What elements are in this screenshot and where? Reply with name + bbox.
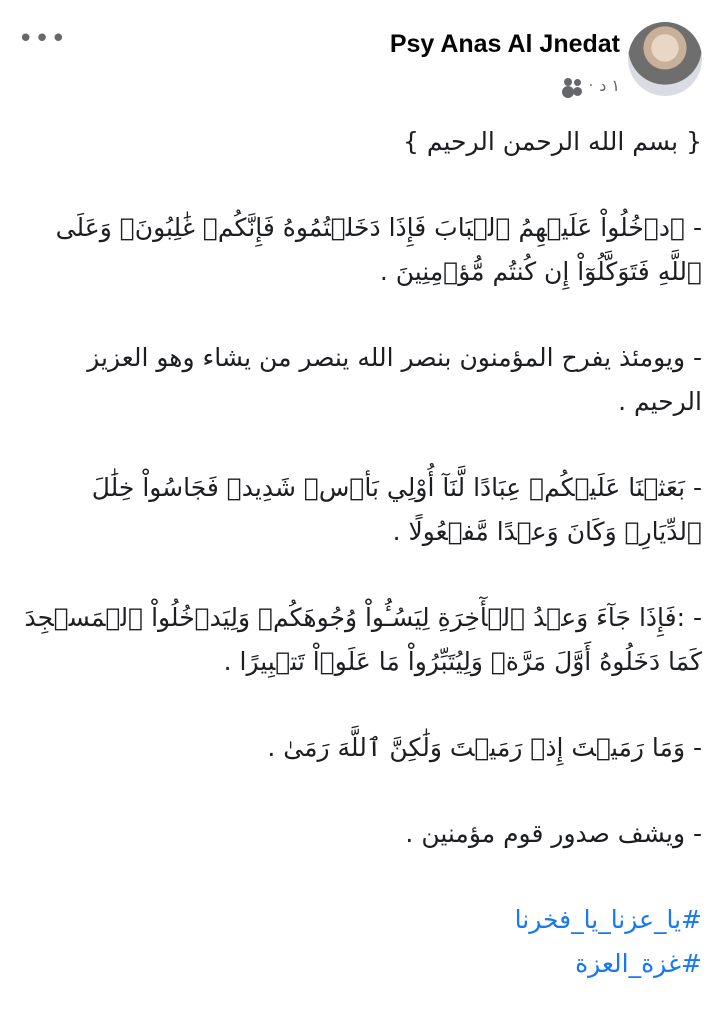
hashtag-link[interactable]: #غزة_العزة xyxy=(575,949,702,978)
post-paragraph: - ويشف صدور قوم مؤمنين . xyxy=(405,819,702,848)
more-options-icon[interactable]: ••• xyxy=(18,24,68,54)
friends-icon[interactable] xyxy=(561,78,583,94)
post-paragraph: - بَعَثۡنَا عَلَيۡكُمۡ عِبَادًا لَّنَآ أُوْلِي بَأۡسٖ شَدِيدٖ فَجَاسُواْ خِلَٰلَ ٱلدِّيَارِۚ وَكَانَ وَعۡدًا مَّفۡعُولًا . xyxy=(91,473,702,546)
post-paragraph: - ويومئذ يفرح المؤمنون بنصر الله ينصر من يشاء وهو العزيز الرحيم . xyxy=(87,343,702,416)
post-body xyxy=(17,120,702,986)
post-paragraph: - :فَإِذَا جَآءَ وَعۡدُ ٱلۡأٓخِرَةِ لِيَسُـُٔواْ وُجُوهَكُمۡ وَلِيَدۡخُلُواْ ٱلۡمَسۡجِدَ كَمَا دَخَلُوهُ أَوَّلَ مَرَّةٖ وَلِيُتَبِّرُواْ مَا عَلَوۡاْ تَتۡبِيرًا . xyxy=(24,603,702,676)
meta-separator: · xyxy=(588,77,594,94)
post-timestamp[interactable]: ١ د xyxy=(599,76,620,95)
post-title: { بسم الله الرحمن الرحيم } xyxy=(403,127,702,156)
post-meta xyxy=(561,76,620,95)
author-name[interactable]: Psy Anas Al Jnedat xyxy=(389,30,620,58)
post-paragraph: - وَمَا رَمَيۡتَ إِذۡ رَمَيۡتَ وَلَٰكِنَّ ٱللَّهَ رَمَىٰ . xyxy=(267,733,702,762)
post-header xyxy=(0,0,720,110)
avatar[interactable] xyxy=(628,22,702,96)
post-paragraph: - ٱدۡخُلُواْ عَلَيۡهِمُ ٱلۡبَابَ فَإِذَا دَخَلۡتُمُوهُ فَإِنَّكُمۡ غَٰلِبُونَۚ وَعَلَى ٱللَّهِ فَتَوَكَّلُوٓاْ إِن كُنتُم مُّؤۡمِنِينَ . xyxy=(55,213,702,286)
hashtag-link[interactable]: #يا_عزنا_يا_فخرنا xyxy=(514,905,702,934)
